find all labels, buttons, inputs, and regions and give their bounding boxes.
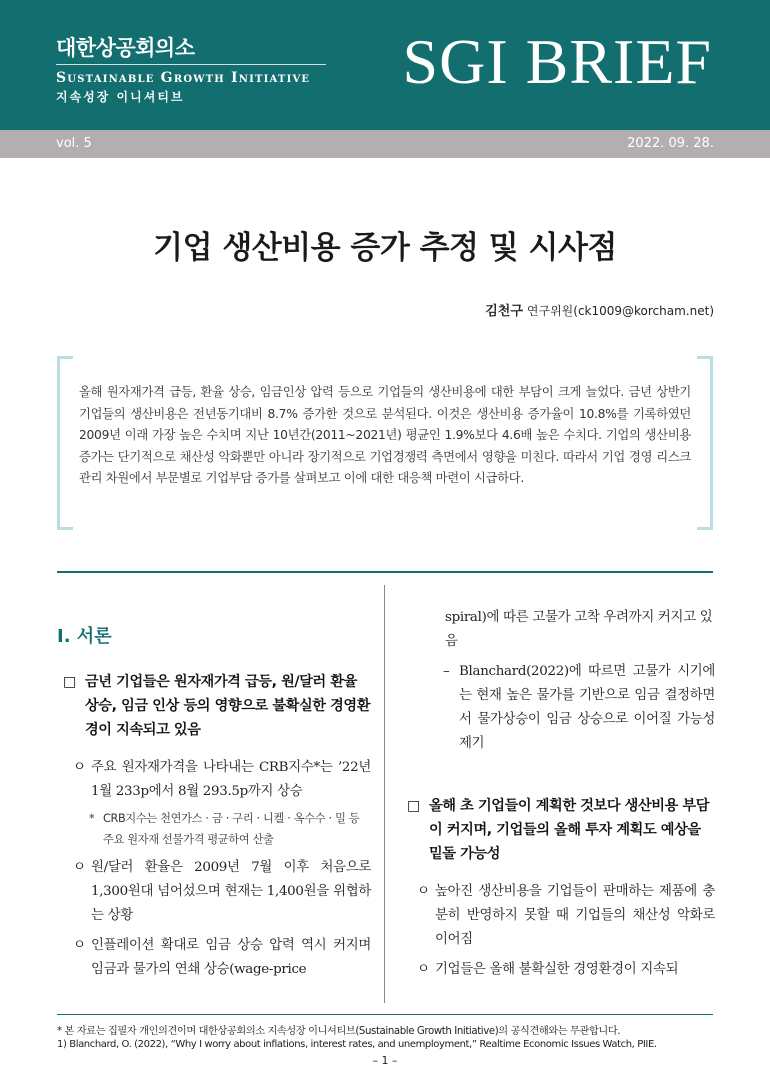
page-title: 기업 생산비용 증가 추정 및 시사점 (153, 230, 617, 266)
circle-item (57, 934, 371, 982)
org-subtitle: 지속성장 이니셔티브 (56, 90, 185, 104)
circle-item-text: 원/달러 환율은 2009년 7월 이후 처음으로 1,300원대 넘어섰으며 현재는 1,400원을 위협하는 상황 (91, 860, 371, 923)
circle-bullet: ㅇ (73, 860, 86, 875)
star-bullet: * (89, 812, 95, 825)
org-name-english: Sustainable Growth Initiative (56, 70, 311, 86)
circle-item-text: 높아진 생산비용을 기업들이 판매하는 제품에 충분히 반영하지 못할 때 기업들의 채산성 악화로 이어짐 (435, 884, 715, 947)
note-text: CRB지수는 천연가스 · 금 · 구리 · 니켈 · 옥수수 · 밀 등 주요 원자재 선물가격 평균하여 산출 (103, 812, 360, 846)
box-bullet: □ (407, 798, 421, 814)
author-role: 연구위원(ck1009@korcham.net) (526, 304, 714, 318)
summary-box (57, 356, 713, 530)
circle-item (57, 856, 371, 928)
circle-bullet: ㅇ (417, 884, 430, 899)
dash-item (401, 660, 715, 756)
author-line (485, 300, 714, 319)
section-heading: Ⅰ. 서론 (57, 626, 112, 647)
publish-date: 2022. 09. 28. (627, 136, 714, 151)
box-item (401, 794, 715, 866)
org-divider (56, 64, 326, 65)
volume-number: vol. 5 (56, 136, 92, 151)
circle-item-text: 주요 원자재가격을 나타내는 CRB지수*는 ’22년 1월 233p에서 8월 293.5p까지 상승 (91, 760, 371, 799)
header-banner (0, 0, 770, 130)
summary-bracket-right (697, 356, 713, 530)
box-bullet: □ (63, 674, 77, 690)
circle-bullet: ㅇ (417, 962, 430, 977)
volume-bar (0, 130, 770, 158)
footnote-note (57, 808, 371, 850)
circle-item-text: 인플레이션 확대로 임금 상승 압력 역시 커지며 임금과 물가의 연쇄 상승(wage-price (91, 938, 371, 977)
left-column (57, 590, 371, 988)
summary-bracket-left (57, 356, 73, 530)
summary-text: 올해 원자재가격 급등, 환율 상승, 임금인상 압력 등으로 기업들의 생산비용에 대한 부담이 크게 늘었다. 금년 상반기 기업들의 생산비용은 전년동기대비 8.7% 증가한 것으로 분석된다. 이것은 생산비용 증가율이 10.8%를 기록하였던 2009년 이래 가장 높은 수치며 지난 10년간(2011~2021년) 평균인 1.9%보다 4.6배 높은 수치다. 기업의 생산비용 증가는 단기적으로 채산성 악화뿐만 아니라 장기적으로 기업경쟁력 측면에서 영향을 미친다. 따라서 기업 경영 리스크 관리 차원에서 부문별로 기업부담 증가를 살펴보고 이에 대한 대응책 마련이 시급하다. (79, 385, 691, 486)
right-column (401, 590, 715, 988)
continued-text: spiral)에 따른 고물가 고착 우려까지 커지고 있음 (445, 610, 713, 649)
circle-item (57, 756, 371, 804)
dash-bullet: – (443, 664, 450, 679)
column-divider (384, 585, 385, 1003)
reference-footnote: 1) Blanchard, O. (2022), “Why I worry about inflations, interest rates, and unemployment,” Realtime Economic Issues Watch, PIIE. (57, 1039, 657, 1050)
circle-bullet: ㅇ (73, 760, 86, 775)
body-top-divider (57, 571, 713, 573)
author-name: 김천구 (485, 304, 523, 319)
box-item (57, 670, 371, 742)
box-item-text: 올해 초 기업들이 계획한 것보다 생산비용 부담이 커지며, 기업들의 올해 투자 계획도 예상을 밑돌 가능성 (429, 798, 710, 862)
circle-item (401, 880, 715, 952)
footer-divider (57, 1014, 713, 1015)
circle-bullet: ㅇ (73, 938, 86, 953)
dash-item-text: Blanchard(2022)에 따르면 고물가 시기에는 현재 높은 물가를 기반으로 임금 결정하면서 물가상승이 임금 상승으로 이어질 가능성 제기 (459, 664, 715, 751)
brand-title: SGI BRIEF (402, 26, 712, 97)
org-name-korean: 대한상공회의소 (56, 36, 195, 60)
circle-item (401, 958, 715, 982)
disclaimer-footnote: * 본 자료는 집필자 개인의견이며 대한상공회의소 지속성장 이니셔티브(Sustainable Growth Initiative)의 공식견해와는 무관합니다. (57, 1026, 621, 1037)
page-number: – 1 – (372, 1054, 398, 1067)
circle-item-text: 기업들은 올해 불확실한 경영환경이 지속되 (435, 962, 679, 977)
box-item-text: 금년 기업들은 원자재가격 급등, 원/달러 환율 상승, 임금 인상 등의 영향으로 불확실한 경영환경이 지속되고 있음 (85, 674, 371, 738)
